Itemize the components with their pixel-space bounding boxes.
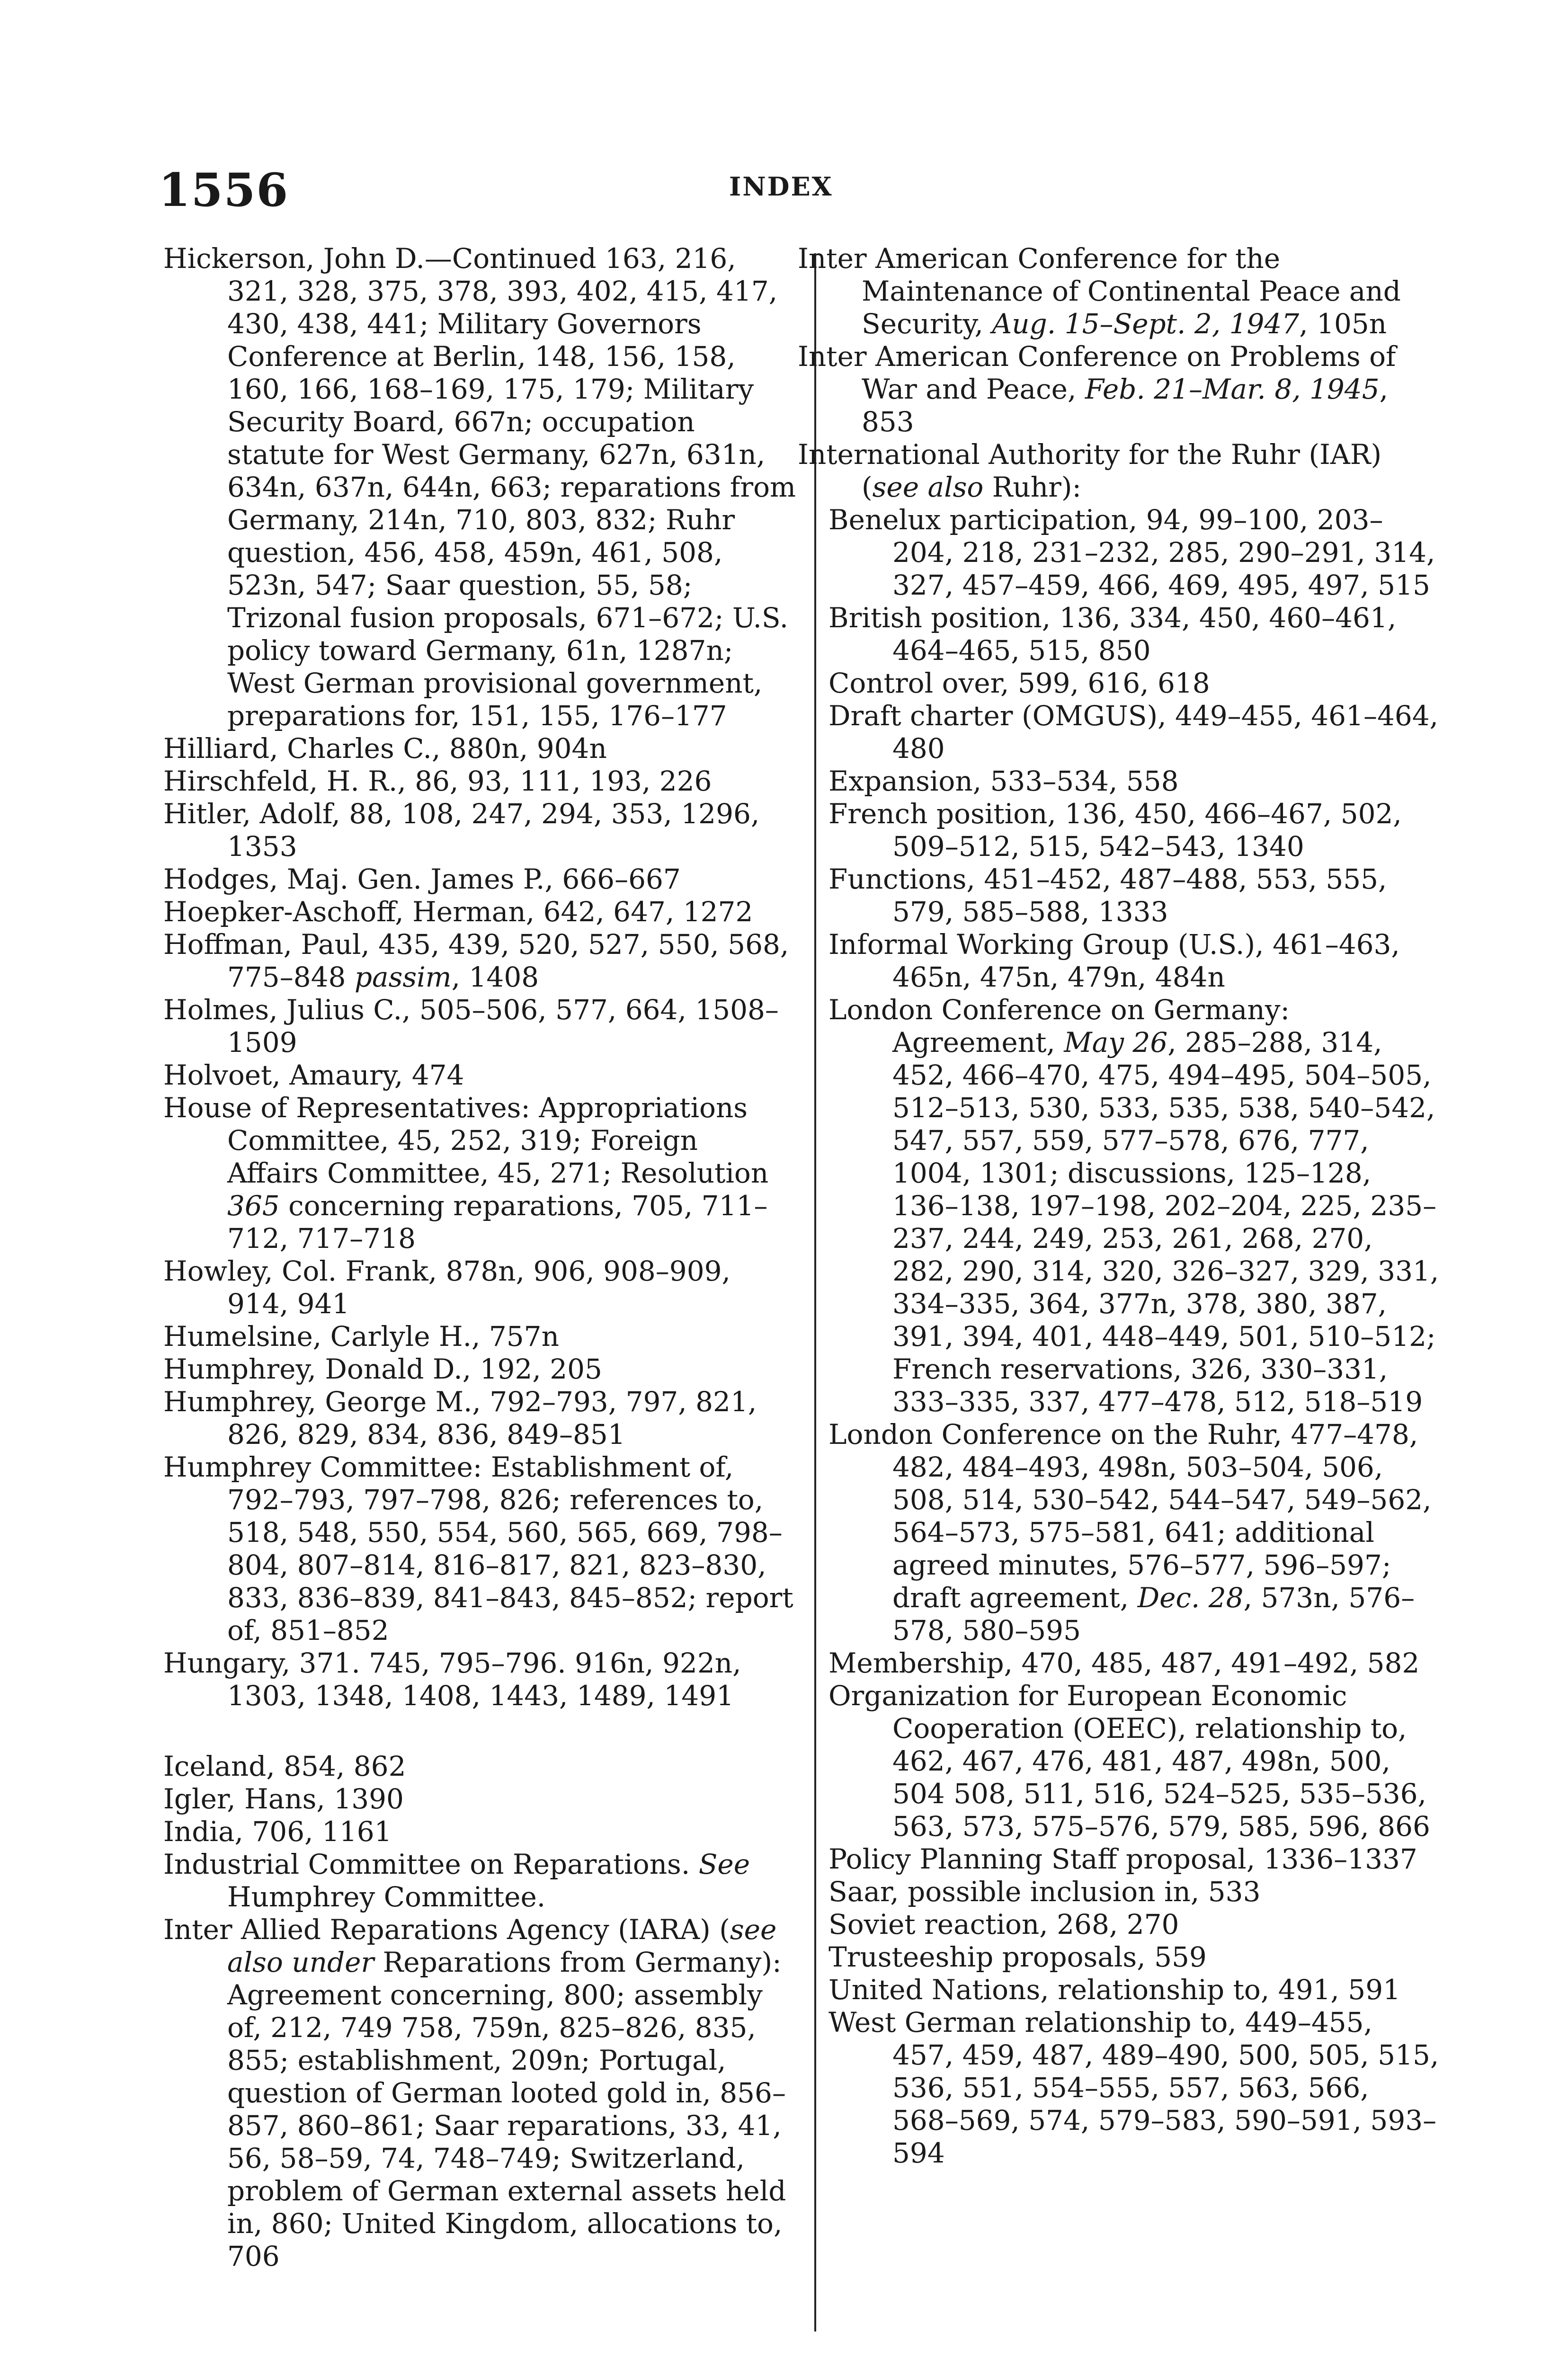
index-entry: Hungary, 371. 745, 795–796. 916n, 922n, 1303, 1348, 1408, 1443, 1489, 1491	[163, 1647, 741, 1712]
entry-italic: May 26	[1064, 1026, 1168, 1059]
page-number: 1556	[159, 163, 289, 217]
index-entry: Hilliard, Charles C., 880n, 904n	[163, 732, 607, 765]
index-entry: India, 706, 1161	[163, 1815, 392, 1848]
index-subentry	[798, 1418, 1442, 1647]
index-entry: Humelsine, Carlyle H., 757n	[163, 1320, 559, 1353]
index-entry	[163, 1913, 798, 2273]
index-subentry: Membership, 470, 485, 487, 491–492, 582	[829, 1647, 1420, 1679]
index-subentry: Soviet reaction, 268, 270	[829, 1908, 1179, 1940]
entry-text: , 573n, 576–578, 580–595	[892, 1582, 1415, 1646]
entry-italic: see also	[872, 471, 984, 503]
index-subentry	[798, 994, 1442, 1418]
index-subentry: French position, 136, 450, 466–467, 502, 509–512, 515, 542–543, 1340	[829, 798, 1402, 863]
entry-italic: Dec. 28	[1137, 1582, 1244, 1614]
index-entry: Humphrey, George M., 792–793, 797, 821, 826, 829, 834, 836, 849–851	[163, 1386, 757, 1450]
entry-text: Ruhr):	[983, 471, 1082, 503]
index-subentry: Trusteeship proposals, 559	[829, 1941, 1207, 1973]
index-subentry: Control over, 599, 616, 618	[829, 667, 1210, 699]
index-entry	[163, 1848, 798, 1913]
index-entry: Holvoet, Amaury, 474	[163, 1059, 464, 1091]
index-subentry: Expansion, 533–534, 558	[829, 765, 1179, 797]
index-entry: Hickerson, John D.—Continued 163, 216, 321, 328, 375, 378, 393, 402, 415, 417, 430, 438, 441; Military Governors Conference at Berlin, 148, 156, 158, 160, 166, 168–169, 175, 179; Military Security Board, 667n; occupation statute for West Germany, 627n, 631n, 634n, 637n, 644n, 663; reparations from Germany, 214n, 710, 803, 832; Ruhr question, 456, 458, 459n, 461, 508, 523n, 547; Saar question, 55, 58; Trizonal fusion proposals, 671–672; U.S. policy toward Germany, 61n, 1287n; West German provisional government, preparations for, 151, 155, 176–177	[163, 242, 796, 732]
entry-text: , 1408	[451, 961, 539, 993]
entry-text: Inter American Conference for the Maintenance of Continental Peace and Security,	[798, 242, 1401, 340]
index-subentry: West German relationship to, 449–455, 457, 459, 487, 489–490, 500, 505, 515, 536, 551, 554–555, 557, 563, 566, 568–569, 574, 579–583, 590–591, 593–594	[829, 2006, 1439, 2169]
index-entry	[163, 1092, 798, 1255]
index-subentry: Organization for European Economic Cooperation (OEEC), relationship to, 462, 467, 476, 481, 487, 498n, 500, 504 508, 511, 516, 524–525, 535–536, 563, 573, 575–576, 579, 585, 596, 866	[829, 1680, 1430, 1842]
entry-text: Industrial Committee on Reparations.	[163, 1848, 699, 1880]
index-entry: Iceland, 854, 862	[163, 1750, 406, 1782]
entry-text: London Conference on Germany: Agreement,	[829, 994, 1290, 1059]
entry-italic: Feb. 21–Mar. 8, 1945	[1085, 373, 1380, 405]
letter-gap	[163, 1712, 798, 1750]
left-column	[163, 242, 798, 2273]
running-head: INDEX	[729, 171, 833, 202]
index-subentry: Policy Planning Staff proposal, 1336–1337	[829, 1843, 1417, 1875]
index-entry	[798, 340, 1442, 438]
index-subentry: Informal Working Group (U.S.), 461–463, 465n, 475n, 479n, 484n	[829, 928, 1400, 993]
index-entry: Hoepker-Aschoff, Herman, 642, 647, 1272	[163, 896, 753, 928]
entry-italic: see also under	[227, 1913, 777, 1978]
index-entry: Howley, Col. Frank, 878n, 906, 908–909, 914, 941	[163, 1255, 731, 1320]
entry-text: concerning reparations, 705, 711–712, 717–718	[227, 1190, 768, 1255]
entry-text: International Authority for the Ruhr (IAR) (	[798, 438, 1382, 503]
index-subentry: Functions, 451–452, 487–488, 553, 555, 579, 585–588, 1333	[829, 863, 1387, 928]
entry-italic: 365	[227, 1190, 280, 1222]
entry-text: Humphrey Committee.	[227, 1881, 546, 1913]
entry-text: , 853	[862, 373, 1389, 438]
index-entry: Igler, Hans, 1390	[163, 1783, 404, 1815]
entry-text: Hoffman, Paul, 435, 439, 520, 527, 550, 568, 775–848	[163, 928, 789, 993]
index-subentry: Saar, possible inclusion in, 533	[829, 1876, 1261, 1908]
index-subentry: Draft charter (OMGUS), 449–455, 461–464, 480	[829, 700, 1439, 765]
index-entry: Hitler, Adolf, 88, 108, 247, 294, 353, 1296, 1353	[163, 798, 760, 863]
index-entry: Hodges, Maj. Gen. James P., 666–667	[163, 863, 681, 895]
entry-text: London Conference on the Ruhr, 477–478, 482, 484–493, 498n, 503–504, 506, 508, 514, 530–542, 544–547, 549–562, 564–573, 575–581, 641; additional agreed minutes, 576–577, 596–597; draft agreement,	[829, 1418, 1432, 1614]
entry-italic: See	[698, 1848, 750, 1880]
right-column	[798, 242, 1442, 2170]
index-entry	[163, 928, 798, 994]
entry-text: , 285–288, 314, 452, 466–470, 475, 494–495, 504–505, 512–513, 530, 533, 535, 538, 540–542, 547, 557, 559, 577–578, 676, 777, 1004, 1301; discussions, 125–128, 136–138, 197–198, 202–204, 225, 235–237, 244, 249, 253, 261, 268, 270, 282, 290, 314, 320, 326–327, 329, 331, 334–335, 364, 377n, 378, 380, 387, 391, 394, 401, 448–449, 501, 510–512; French reservations, 326, 330–331, 333–335, 337, 477–478, 512, 518–519	[892, 1026, 1439, 1418]
entry-italic: passim	[354, 961, 452, 993]
index-entry: Hirschfeld, H. R., 86, 93, 111, 193, 226	[163, 765, 712, 797]
index-subentry: Benelux participation, 94, 99–100, 203–204, 218, 231–232, 285, 290–291, 314, 327, 457–459, 466, 469, 495, 497, 515	[829, 504, 1435, 601]
entry-text: Reparations from Germany): Agreement concerning, 800; assembly of, 212, 749 758, 759n, 825–826, 835, 855; establishment, 209n; Portugal, question of German looted gold in, 856–857, 860–861; Saar reparations, 33, 41, 56, 58–59, 74, 748–749; Switzerland, problem of German external assets held in, 860; United Kingdom, allocations to, 706	[227, 1946, 786, 2272]
entry-italic: Aug. 15–Sept. 2, 1947	[992, 308, 1300, 340]
entry-text: Inter American Conference on Problems of War and Peace,	[798, 340, 1396, 405]
index-entry	[798, 242, 1442, 340]
entry-text: Inter Allied Reparations Agency (IARA) (	[163, 1913, 730, 1946]
index-entry: Holmes, Julius C., 505–506, 577, 664, 1508–1509	[163, 994, 779, 1059]
index-subentry: British position, 136, 334, 450, 460–461, 464–465, 515, 850	[829, 602, 1397, 667]
entry-text: , 105n	[1299, 308, 1387, 340]
index-entry	[798, 438, 1442, 504]
index-entry: Humphrey, Donald D., 192, 205	[163, 1353, 602, 1385]
entry-text: House of Representatives: Appropriations Committee, 45, 252, 319; Foreign Affairs Committee, 45, 271; Resolution	[163, 1092, 769, 1189]
index-entry: Humphrey Committee: Establishment of, 792–793, 797–798, 826; references to, 518, 548, 550, 554, 560, 565, 669, 798–804, 807–814, 816–817, 821, 823–830, 833, 836–839, 841–843, 845–852; report of, 851–852	[163, 1451, 793, 1646]
index-subentry: United Nations, relationship to, 491, 591	[829, 1974, 1401, 2006]
